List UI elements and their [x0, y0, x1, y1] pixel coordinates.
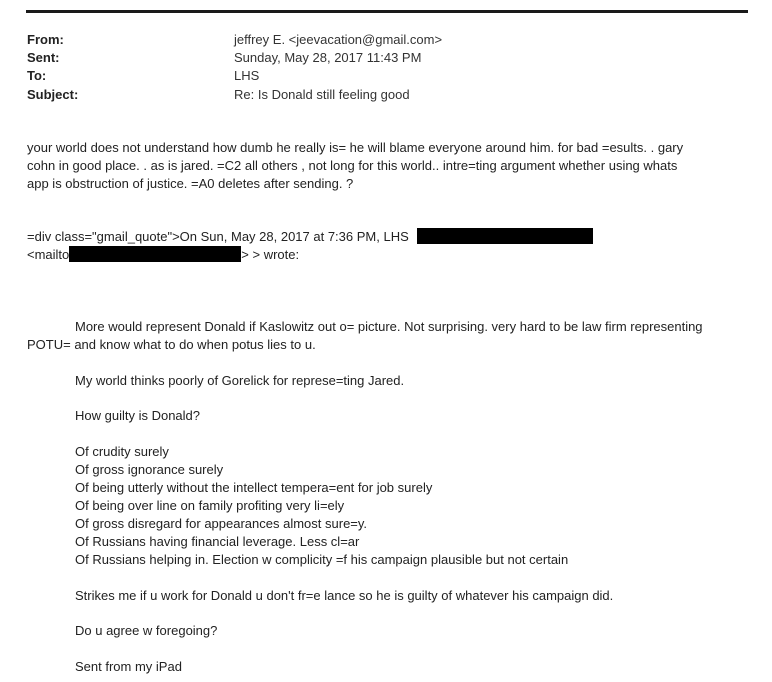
redaction-bar: [69, 246, 241, 262]
quoted-line: Strikes me if u work for Donald u don't fr=e lance so he is guilty of whatever his campaign did.: [75, 588, 614, 603]
redaction-bar: [417, 228, 593, 244]
quoted-line: Do u agree w foregoing?: [75, 623, 218, 638]
from-value: jeffrey E. <jeevacation@gmail.com>: [234, 32, 443, 47]
reply-line: your world does not understand how dumb he really is= he will blame everyone around him. for bad =esults. . gary: [27, 140, 684, 155]
mailto-prefix: <mailto: [27, 247, 70, 262]
signature: Sent from my iPad: [75, 659, 182, 674]
sent-label: Sent:: [27, 50, 60, 65]
list-item: Of crudity surely: [75, 444, 169, 459]
list-item: Of gross disregard for appearances almost sure=y.: [75, 516, 368, 531]
quote-attribution: =div class="gmail_quote">On Sun, May 28, 2017 at 7:36 PM, LHS: [27, 229, 409, 244]
to-value: LHS: [234, 68, 260, 83]
reply-line: cohn in good place. . as is jared. =C2 all others , not long for this world.. intre=ting argument whether using whats: [27, 158, 678, 173]
quoted-line: My world thinks poorly of Gorelick for represe=ting Jared.: [75, 373, 405, 388]
list-item: Of being utterly without the intellect tempera=ent for job surely: [75, 480, 433, 495]
wrote-suffix: > > wrote:: [241, 247, 300, 262]
subject-value: Re: Is Donald still feeling good: [234, 87, 410, 102]
subject-label: Subject:: [27, 87, 79, 102]
quoted-line: How guilty is Donald?: [75, 408, 201, 423]
to-label: To:: [27, 68, 47, 83]
reply-line: app is obstruction of justice. =A0 deletes after sending. ?: [27, 176, 354, 191]
quoted-line: More would represent Donald if Kaslowitz out o= picture. Not surprising. very hard to be law firm representing: [75, 319, 703, 334]
top-rule: [26, 10, 748, 13]
list-item: Of gross ignorance surely: [75, 462, 224, 477]
quoted-line: POTU= and know what to do when potus lies to u.: [27, 337, 316, 352]
list-item: Of being over line on family profiting very li=ely: [75, 498, 345, 513]
list-item: Of Russians helping in. Election w complicity =f his campaign plausible but not certain: [75, 552, 569, 567]
from-label: From:: [27, 32, 64, 47]
list-item: Of Russians having financial leverage. Less cl=ar: [75, 534, 360, 549]
sent-value: Sunday, May 28, 2017 11:43 PM: [234, 50, 422, 65]
